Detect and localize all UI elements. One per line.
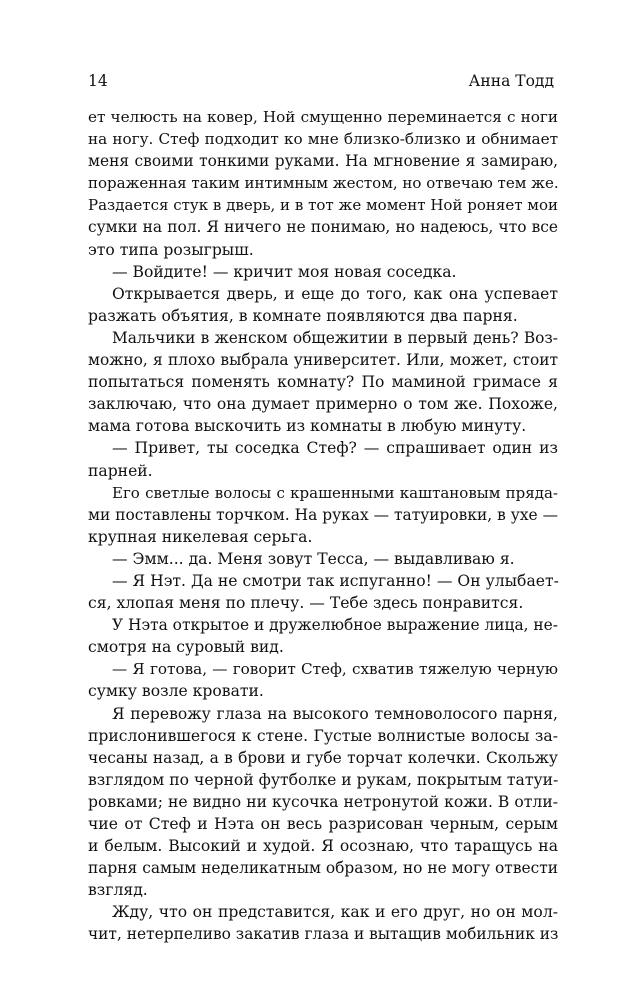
page-number: 14 [88, 72, 108, 90]
text-line: парня самым неделикатным образом, но не могу отвести [88, 859, 558, 878]
text-line: и белым. Высокий и худой. Я осознаю, что таращусь на [88, 837, 558, 856]
text-line: чит, нетерпеливо закатив глаза и вытащив мобильник из [88, 925, 559, 944]
text-line: пораженная таким интимным жестом, но отвечаю тем же. [88, 174, 559, 193]
text-line: взгляд. [88, 881, 148, 900]
text-line: Я перевожу глаза на высокого темноволосого парня, [112, 704, 558, 723]
text-line: ровками; не видно ни кусочка нетронутой кожи. В отли- [88, 792, 558, 811]
text-line: чесаны назад, а в брови и губе торчат колечки. Скольжу [88, 748, 558, 767]
text-line: ет челюсть на ковер, Ной смущенно переминается с ноги [88, 108, 558, 126]
text-line: заключаю, что она думает примерно о том же. Похоже, [88, 395, 558, 414]
text-line: на ногу. Стеф подходит ко мне близко-близко и обнимает [88, 130, 558, 149]
text-line: Жду, что он представится, как и его друг, но он мол- [112, 903, 558, 922]
text-line: — Войдите! — кричит моя новая соседка. [112, 262, 457, 281]
text-line: ми поставлены торчком. На руках — татуировки, в ухе — [88, 505, 558, 524]
page-header [88, 68, 554, 94]
text-line: разжать объятия, в комнате появляются два парня. [88, 306, 518, 325]
text-line: — Привет, ты соседка Стеф? — спрашивает один из [112, 439, 558, 458]
running-head-author: Анна Тодд [468, 72, 554, 90]
text-line: меня своими тонкими руками. На мгновение я замираю, [88, 152, 558, 171]
body-text [88, 106, 558, 946]
text-line: чие от Стеф и Нэта он весь разрисован черным, серым [88, 815, 558, 833]
text-line: — Я готова, — говорит Стеф, схватив тяжелую черную [112, 660, 558, 679]
text-line: прислонившегося к стене. Густые волнистые волосы за- [88, 726, 558, 745]
text-line: Раздается стук в дверь, и в тот же момент Ной роняет мои [88, 196, 558, 215]
text-line: парней. [88, 461, 153, 480]
text-line: взглядом по черной футболке и рукам, покрытым татуи- [88, 770, 559, 789]
text-line: смотря на суровый вид. [88, 638, 284, 657]
text-line: сумку возле кровати. [88, 682, 264, 701]
text-line: мама готова выскочить из комнаты в любую минуту. [88, 417, 527, 436]
text-line: Его светлые волосы с крашенными каштановым пряда- [112, 483, 558, 502]
text-line: — Эмм... да. Меня зовут Тесса, — выдавливаю я. [112, 549, 515, 568]
text-line: это типа розыгрыш. [88, 240, 254, 259]
text-line: можно, я плохо выбрала университет. Или, может, стоит [88, 351, 558, 370]
text-line: ся, хлопая меня по плечу. — Тебе здесь понравится. [88, 594, 524, 613]
text-line: попытаться поменять комнату? По маминой гримасе я [88, 373, 558, 392]
text-line: сумки на пол. Я ничего не понимаю, но надеюсь, что все [88, 218, 558, 237]
text-line: Открывается дверь, и еще до того, как она успевает [112, 284, 558, 303]
text-line: — Я Нэт. Да не смотри так испуганно! — Он улыбает- [112, 571, 559, 590]
text-line: Мальчики в женском общежитии в первый день? Воз- [112, 328, 558, 347]
text-line: У Нэта открытое и дружелюбное выражение лица, не- [112, 616, 558, 635]
text-line: крупная никелевая серьга. [88, 527, 313, 546]
